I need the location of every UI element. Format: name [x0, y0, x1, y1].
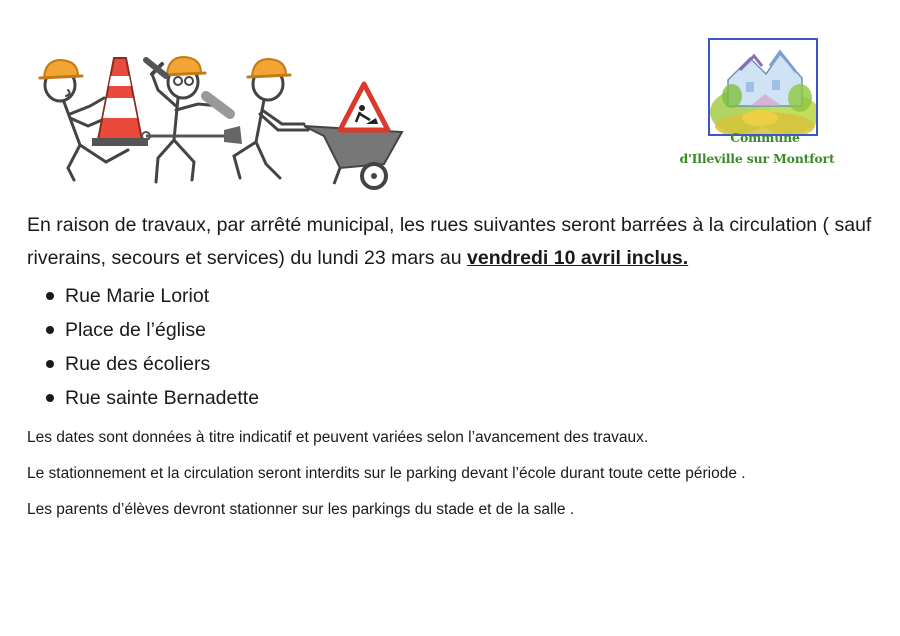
roadwork-sign: [340, 84, 388, 130]
logo-name-line-1: Commune: [730, 130, 800, 145]
bullet-icon: [46, 394, 54, 402]
note-parents: Les parents d’élèves devront stationner sur les parkings du stade et de la salle .: [27, 501, 575, 518]
street-name: Rue des écoliers: [65, 353, 211, 375]
note-parking: Le stationnement et la circulation seront interdits sur le parking devant l’école durant toute cette période .: [27, 465, 746, 482]
worker-with-wheelbarrow: [234, 59, 308, 178]
commune-logo: [672, 38, 842, 172]
street-item: [27, 347, 877, 381]
street-item: [27, 279, 877, 313]
construction-workers-illustration: [28, 40, 418, 192]
traffic-cone: [92, 58, 148, 146]
street-name: Rue Marie Loriot: [65, 285, 210, 307]
worker-with-hammer: [146, 57, 230, 182]
wheelbarrow: [304, 126, 402, 188]
street-name: Rue sainte Bernadette: [65, 387, 260, 409]
street-name: Place de l’église: [65, 319, 206, 341]
intro-text: En raison de travaux, par arrêté municipal, les rues suivantes seront barrées à la circulation ( sauf riverains, secours et services) du lundi 23 mars au: [27, 214, 872, 269]
logo-name-line-2: d'Illeville sur Montfort: [679, 151, 835, 166]
bullet-icon: [46, 360, 54, 368]
notice-body: [27, 209, 877, 523]
note-dates: Les dates sont données à titre indicatif et peuvent variées selon l’avancement des travaux.: [27, 429, 649, 446]
village-watercolor-image: [710, 40, 818, 136]
closed-streets-list: [27, 279, 877, 415]
bullet-icon: [46, 292, 54, 300]
shovel: [142, 126, 242, 144]
street-item: [27, 381, 877, 415]
street-item: [27, 313, 877, 347]
logo-emblem: [708, 38, 818, 136]
notice-intro: [27, 209, 877, 275]
bullet-icon: [46, 326, 54, 334]
end-date-emphasis: vendredi 10 avril inclus.: [467, 247, 689, 269]
